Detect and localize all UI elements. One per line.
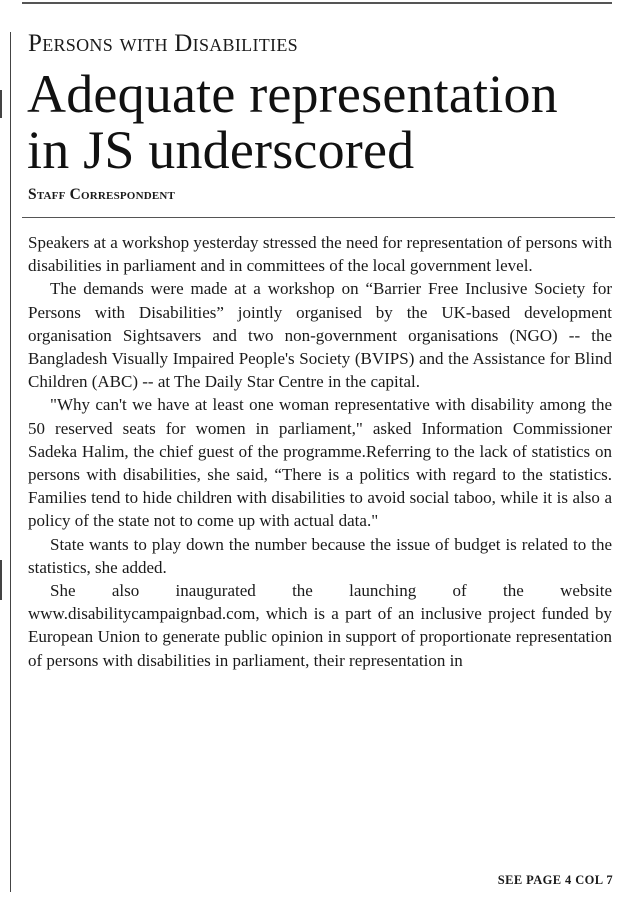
headline-line-1: Adequate representation xyxy=(27,64,558,124)
article-headline xyxy=(27,66,627,178)
paragraph-3: "Why can't we have at least one woman representative with disability among the 50 reserved seats for women in parliament," asked Information Commissioner Sadeka Halim, the chief guest of the programme.Referring to the lack of statistics on persons with disabilities, she said, “There is a politics with regard to the statistics. Families tend to hide children with disabilities to avoid social taboo, while it is also a policy of the state not to come up with actual data." xyxy=(28,395,612,531)
article-body xyxy=(28,231,612,672)
paragraph-2: The demands were made at a workshop on “Barrier Free Inclusive Society for Persons with Disabilities” jointly organised by the UK-based development organisation Sightsavers and two non-government organisations (NGO) -- the Bangladesh Visually Impaired People's Society (BVIPS) and the Assistance for Blind Children (ABC) -- at The Daily Star Centre in the capital. xyxy=(28,279,612,392)
margin-mark xyxy=(0,90,2,118)
headline-line-2: in JS underscored xyxy=(27,120,415,180)
byline-rule xyxy=(22,217,615,218)
paragraph-1: Speakers at a workshop yesterday stressed the need for representation of persons with disabilities in parliament and in committees of the local government level. xyxy=(28,233,612,276)
top-rule xyxy=(22,2,612,4)
paragraph-4: State wants to play down the number because the issue of budget is related to the statistics, she added. xyxy=(28,534,612,577)
margin-mark xyxy=(0,560,2,600)
byline: Staff Correspondent xyxy=(28,186,176,203)
column-rule xyxy=(10,32,11,892)
section-kicker: Persons with Disabilities xyxy=(28,30,298,57)
continuation-reference: SEE PAGE 4 COL 7 xyxy=(497,873,613,887)
paragraph-5: She also inaugurated the launching of the website www.disabilitycampaignbad.com, which is a part of an inclusive project funded by European Union to generate public opinion in support of proportionate representation of persons with disabilities in parliament, their representation in xyxy=(28,581,612,670)
